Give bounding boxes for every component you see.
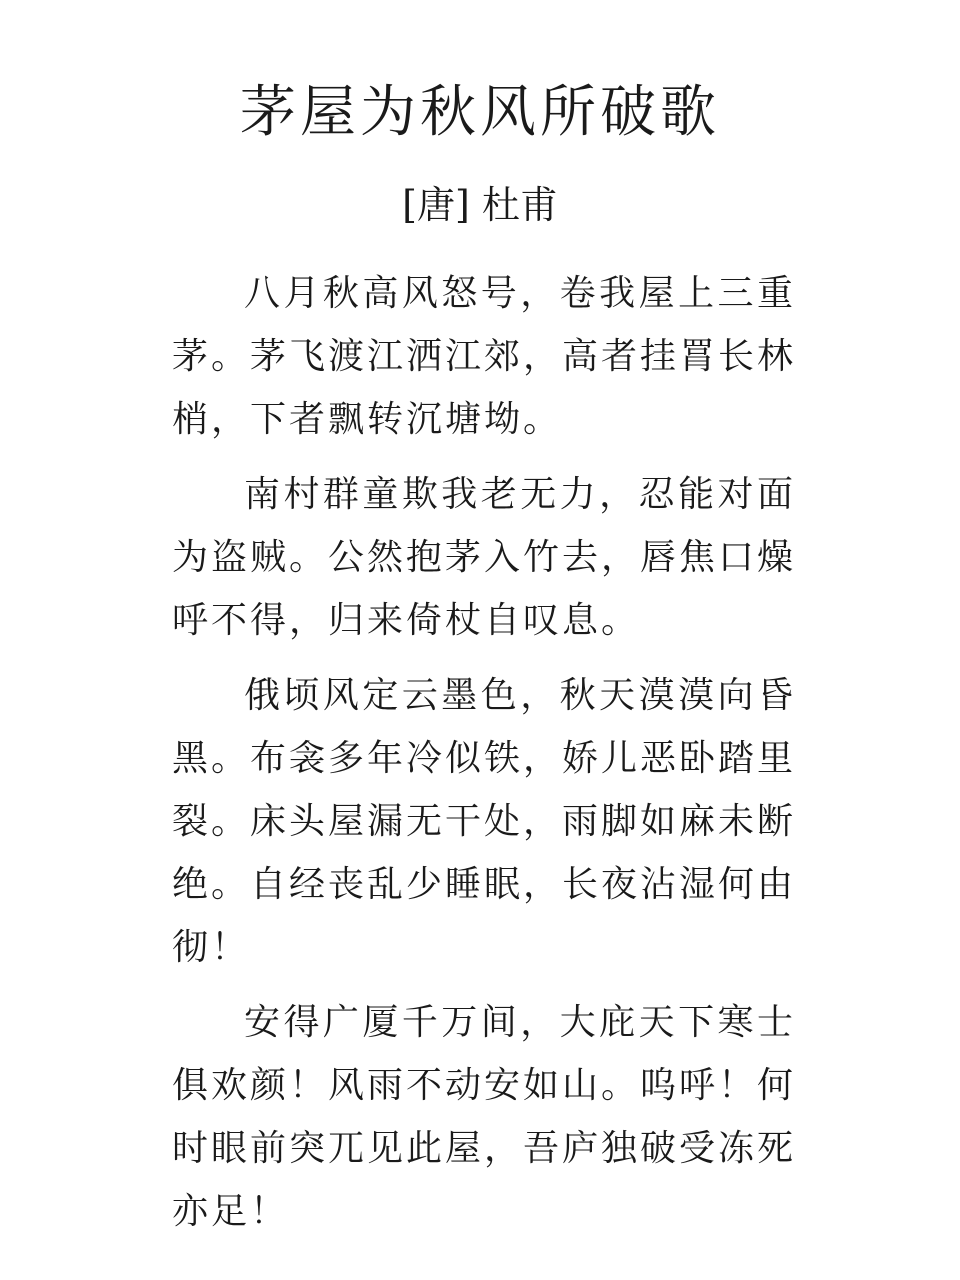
poem-paragraph-4: 安得广厦千万间，大庇天下寒士俱欢颜！风雨不动安如山。呜呼！何时眼前突兀见此屋，吾庐独破受冻死亦足！ (172, 1002, 797, 1232)
poem-title: 茅屋为秋风所破歌 (240, 80, 720, 145)
poem-paragraph-2: 南村群童欺我老无力，忍能对面为盗贼。公然抱茅入竹去，唇焦口燥呼不得，归来倚杖自叹息。 (172, 474, 797, 641)
poem-paragraph-1: 八月秋高风怒号，卷我屋上三重茅。茅飞渡江洒江郊，高者挂罥长林梢，下者飘转沉塘坳。 (172, 273, 797, 440)
poem-author: [唐] 杜甫 (402, 183, 558, 227)
poem-body (172, 262, 796, 1255)
poem-paragraph-3: 俄顷风定云墨色，秋天漠漠向昏黑。布衾多年冷似铁，娇儿恶卧踏里裂。床头屋漏无干处，雨脚如麻未断绝。自经丧乱少睡眠，长夜沾湿何由彻！ (172, 675, 797, 968)
